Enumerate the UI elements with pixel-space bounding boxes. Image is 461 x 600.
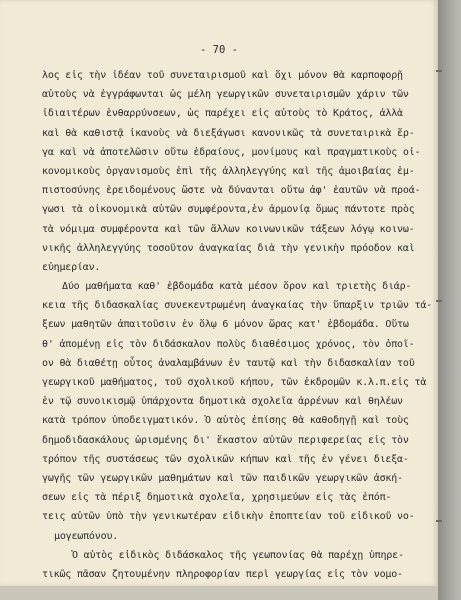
text-line: κατὰ τρόπον ὑποδειγματικόν. Ὁ αὐτὸς ἐπίσης θὰ καθοδηγῇ καὶ τοὺς	[42, 415, 409, 427]
text-line: νικῆς ἀλληλεγγύης τοσοῦτον ἀναγκαίας διὰ τὴν γενικὴν πρόοδον καὶ	[42, 242, 415, 254]
page-number: - 70 -	[200, 44, 238, 56]
text-line: κονομικοὺς ὀργανισμοὺς ἐπὶ τῆς ἀλληλεγγύης καὶ τῆς ἀμοιβαίας ἐμ-	[42, 165, 415, 177]
text-line: Ὁ αὐτὸς εἰδικὸς διδάσκαλος τῆς γεωπονίας θὰ παρέχῃ ὑπηρε-	[72, 549, 404, 561]
text-line: γα καὶ νὰ ἀποτελῶσιν οὕτω ἑδραίους, μονίμους καὶ πραγματικοὺς οἰ-	[42, 146, 421, 158]
text-line: αὐτοὺς νὰ ἐγγράφωνται ὡς μέλη γεωργικῶν συνεταιρισμῶν χάριν τῶν	[42, 89, 409, 101]
text-line: τρόπον τῆς συστάσεως τῶν σχολικῶν κήπων καὶ τῆς ἐν γένει διεξα-	[42, 453, 409, 465]
binding-mark	[436, 70, 442, 72]
text-line: Δύο μαθήματα καθ' ἑβδομάδα κατὰ μέσον ὅρον καὶ τριετὴς διάρ-	[62, 281, 412, 293]
page-bottom-edge	[0, 586, 438, 600]
text-line: μογεωπόνου.	[54, 530, 119, 542]
text-line: τὰ νόμιμα συμφέροντα καὶ τῶν ἄλλων κοινωνικῶν τάξεων λόγῳ κοινω-	[42, 223, 415, 235]
text-line: γεωργικοῦ μαθήματος, τοῦ σχολικοῦ κήπου, τῶν ἐκδρομῶν κ.λ.π.εἰς τὰ	[42, 377, 427, 388]
text-line: τεις αὐτῶν ὑπὸ τὴν γενικωτέραν εἰδικὴν ἐποπτείαν τοῦ εἰδικοῦ νο-	[42, 511, 415, 523]
typewritten-text	[42, 66, 432, 584]
text-line: δημοδιδασκάλους ὡρισμένης δι' ἕκαστον αὐτῶν περιφερείας εἰς τὸν	[42, 434, 409, 446]
text-line: ἰδιαιτέρων ἐνθαρρύνσεων, ὡς παρέχει εἰς αὐτοὺς τὸ Κράτος, ἀλλὰ	[42, 108, 403, 120]
text-line: λος εἰς τὴν ἰδέαν τοῦ συνεταιρισμοῦ καὶ ὄχι μόνον θὰ καρποφορῇ	[42, 70, 403, 81]
text-line: ον θὰ διαθέτῃ οὗτος ἀναλαμβάνων ἐν ταυτῷ καὶ τὴν διδασκαλίαν τοῦ	[42, 357, 415, 369]
binding-mark	[436, 300, 442, 302]
text-line: καὶ θὰ καθιστᾷ ἱκανοὺς νὰ διεξάγωσι κανονικῶς τὰ συνεταιρικὰ ἔρ-	[42, 127, 415, 139]
text-line: σεων εἰς τὰ πέριξ δημοτικὰ σχολεῖα, χρησιμεύων εἰς τὰς ἐπόπ-	[42, 492, 392, 504]
text-line: ἐν τῷ συνοικισμῷ ὑπάρχοντα δημοτικὰ σχολεῖα ἀρρένων καὶ θηλέων	[42, 396, 403, 408]
text-line: θ' ἀπομένῃ εἰς τὸν διδάσκαλον πολὺς διαθέσιμος χρόνος, τὸν ὁποῖ-	[42, 338, 415, 350]
text-line: εὐημερίαν.	[42, 261, 101, 273]
text-line: κεια τῆς διδασκαλίας συνεκεντρωμένη ἀναγκαίας τὴν ὕπαρξιν τριῶν τά-	[42, 300, 432, 312]
text-line: γωσι τὰ οἰκονομικὰ αὐτῶν συμφέροντα,ἐν ἁρμονίᾳ ὅμως πάντοτε πρὸς	[42, 204, 415, 216]
text-line: τικῶς πᾶσαν ζητουμένην πληροφορίαν περὶ γεωργίας εἰς τὸν νομο-	[42, 568, 403, 580]
binding-mark	[436, 520, 442, 522]
text-line: ξεων μαθητῶν ἀπαιτοῦσιν ἐν ὅλῳ 6 μόνον ὥρας κατ' ἑβδομάδα. Οὕτω	[42, 319, 409, 331]
text-line: γωγῆς τῶν γεωργικῶν μαθημάτων καὶ τῶν παιδικῶν γεωργικῶν ἀσκή-	[42, 472, 403, 484]
text-line: πιστοσύνης ἐρειδομένους ὥστε νὰ δύνανται οὕτω ἀφ' ἑαυτῶν νὰ προά-	[42, 185, 421, 197]
